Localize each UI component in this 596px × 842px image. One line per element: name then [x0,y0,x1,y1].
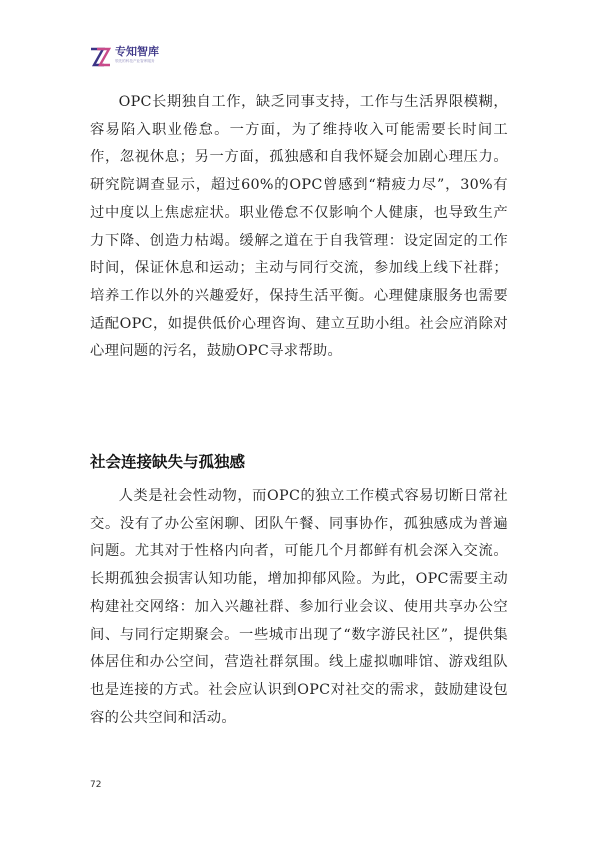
body-paragraph-burnout: OPC长期独自工作，缺乏同事支持，工作与生活界限模糊，容易陷入职业倦怠。一方面，为了维持收入可能需要长时间工作，忽视休息；另一方面，孤独感和自我怀疑会加剧心理压力。研究院调查显示，超过60%的OPC曾感到“精疲力尽”，30%有过中度以上焦虑症状。职业倦怠不仅影响个人健康，也导致生产力下降、创造力枯竭。缓解之道在于自我管理：设定固定的工作时间，保证休息和运动；主动与同行交流，参加线上线下社群；培养工作以外的兴趣爱好，保持生活平衡。心理健康服务也需要适配OPC，如提供低价心理咨询、建立互助小组。社会应消除对心理问题的污名，鼓励OPC寻求帮助。 [90,94,508,360]
body-paragraph-loneliness: 人类是社会性动物，而OPC的独立工作模式容易切断日常社交。没有了办公室闲聊、团队午餐、同事协作，孤独感成为普遍问题。尤其对于性格内向者，可能几个月都鲜有机会深入交流。长期孤独会损害认知功能，增加抑郁风险。为此，OPC需要主动构建社交网络：加入兴趣社群、参加行业会议、使用共享办公空间、与同行定期聚会。一些城市出现了“数字游民社区”，提供集体居住和办公空间，营造社群氛围。线上虚拟咖啡馆、游戏组队也是连接的方式。社会应认识到OPC对社交的需求，鼓励建设包容的公共空间和活动。 [90,488,508,726]
brand-name: 专知智库 [115,45,159,58]
header-logo [89,46,159,68]
zz-brand-logo-icon [89,46,111,68]
page-number: 72 [90,780,102,790]
section-heading: 社会连接缺失与孤独感 [90,453,246,471]
logo-text [115,46,159,64]
brand-tagline: 领先的科技产业智库服务 [115,59,155,63]
